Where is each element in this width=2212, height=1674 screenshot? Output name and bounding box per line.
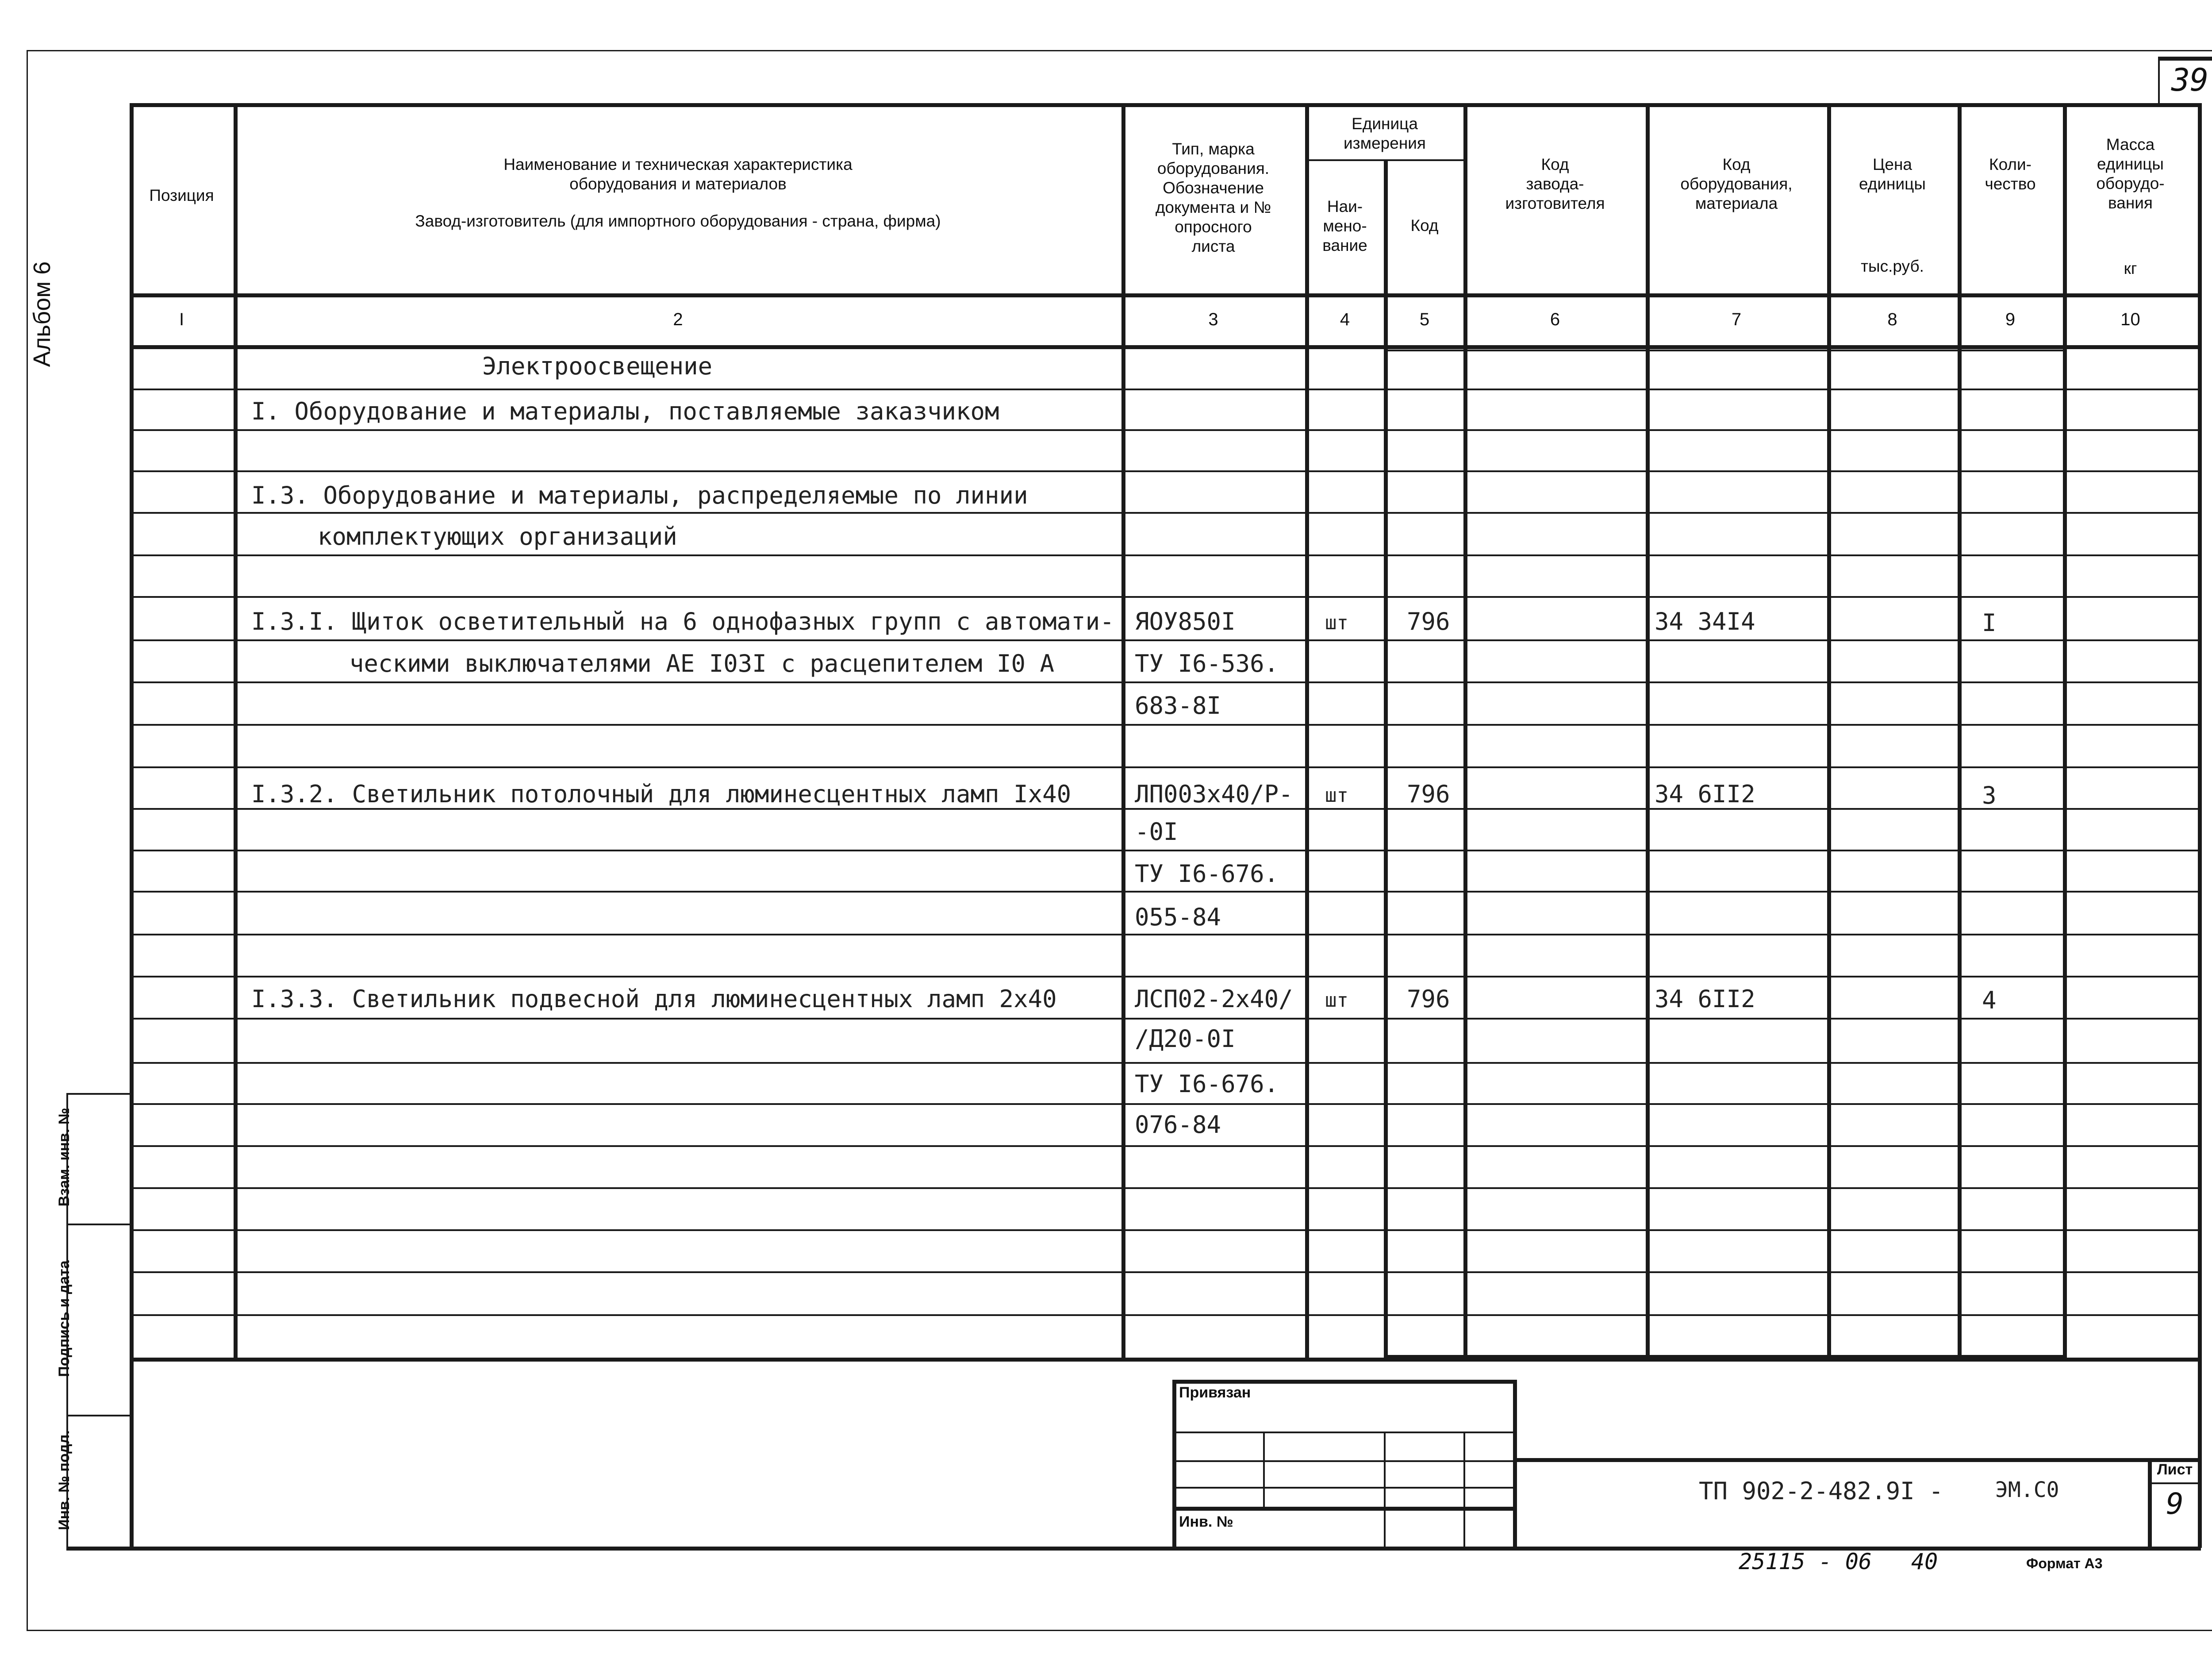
header-unit-name-line: вание <box>1322 236 1367 254</box>
item3-type-line2: /Д20-0I <box>1135 1025 1236 1053</box>
item1-code: 796 <box>1407 608 1450 635</box>
privyazan-label: Привязан <box>1179 1384 1251 1401</box>
header-plant-line: завода- <box>1526 175 1584 193</box>
header-type-line: опросного <box>1175 218 1252 236</box>
bottom-page: 40 <box>1911 1549 1938 1574</box>
col-number: 6 <box>1550 310 1560 329</box>
item1-type-line2: ТУ I6-536. <box>1135 650 1279 677</box>
subsection-1-3-line1: I.3. Оборудование и материалы, распределяемые по линии <box>251 481 1028 509</box>
header-unit-name <box>1307 197 1382 255</box>
item2-type-line4: 055-84 <box>1135 903 1221 931</box>
header-plant-line: изготовителя <box>1505 194 1605 212</box>
document-code-dash: - <box>1929 1477 1943 1505</box>
album-label: Альбом 6 <box>29 261 55 367</box>
header-equip-code <box>1648 155 1825 213</box>
header-type <box>1124 139 1303 256</box>
item2-type-line2: -0I <box>1135 818 1178 846</box>
header-qty-line: чество <box>1985 175 2036 193</box>
item1-equip-code: 34 34I4 <box>1655 608 1755 635</box>
item3-qty: 4 <box>1982 986 1997 1014</box>
section-title: Электроосвещение <box>482 352 713 380</box>
header-type-line: Тип, марка <box>1172 140 1255 158</box>
item2-type-line1: ЛП003х40/Р- <box>1135 780 1293 808</box>
col-number: 4 <box>1340 310 1350 329</box>
header-mass-line: вания <box>2108 194 2153 212</box>
document-suffix: ЭМ.С0 <box>1995 1478 2059 1502</box>
item3-type-line1: ЛСП02-2х40/ <box>1135 985 1293 1013</box>
header-equip-line: оборудования, <box>1680 175 1793 193</box>
header-qty-line: Коли- <box>1989 155 2032 173</box>
header-mass-line: Масса <box>2106 135 2155 154</box>
header-plant-line: Код <box>1541 155 1569 173</box>
item1-unit: шт <box>1325 612 1348 634</box>
item2-qty: 3 <box>1982 781 1997 809</box>
item1-type-line3: 683-8I <box>1135 692 1221 720</box>
header-unit-code: Код <box>1410 216 1439 235</box>
subsection-1-3-line2: комплектующих организаций <box>318 523 677 550</box>
header-price-line: единицы <box>1859 175 1926 193</box>
item3-type-line4: 076-84 <box>1135 1111 1221 1139</box>
header-price-line: Цена <box>1873 155 1912 173</box>
header-mass-unit: кг <box>2124 259 2137 277</box>
item2-type-line3: ТУ I6-676. <box>1135 860 1279 888</box>
col-number: 7 <box>1731 310 1742 329</box>
header-name <box>237 155 1119 231</box>
header-type-line: оборудования. <box>1157 159 1270 177</box>
col-number: I <box>179 310 184 329</box>
header-unit-name-line: Наи- <box>1327 197 1363 216</box>
header-unit-name-line: мено- <box>1323 217 1367 235</box>
col-number: 5 <box>1419 310 1430 329</box>
header-equip-line: Код <box>1722 155 1751 173</box>
sheet-label: Лист <box>2157 1461 2193 1478</box>
item2-name-line1: I.3.2. Светильник потолочный для люминесцентных ламп Iх40 <box>251 780 1071 808</box>
item2-code: 796 <box>1407 780 1450 808</box>
header-name-line1: Наименование и техническая характеристика <box>503 155 853 173</box>
header-mass-line: единицы <box>2097 155 2164 173</box>
side-podpis: Подпись и дата <box>56 1260 73 1377</box>
item3-unit: шт <box>1325 989 1348 1012</box>
item3-name-line1: I.3.3. Светильник подвесной для люминесцентных ламп 2х40 <box>251 985 1057 1013</box>
item1-name-line1: I.3.I. Щиток осветительный на 6 однофазных групп с автомати- <box>251 608 1114 635</box>
item1-name-line2: ческими выключателями АЕ I03I с расцепителем I0 А <box>349 650 1055 677</box>
col-number: 8 <box>1887 310 1897 329</box>
bottom-number: 25115 - 06 <box>1739 1549 1872 1574</box>
header-type-line: документа и № <box>1155 198 1271 216</box>
header-equip-line: материала <box>1695 194 1778 212</box>
item3-type-line3: ТУ I6-676. <box>1135 1070 1279 1098</box>
col-number: 2 <box>673 310 683 329</box>
header-mass-line: оборудо- <box>2096 174 2165 192</box>
side-inv: Инв. № подл. <box>56 1430 73 1530</box>
sheet-value: 9 <box>2166 1487 2184 1521</box>
header-name-line2: оборудования и материалов <box>569 175 787 193</box>
item2-unit: шт <box>1325 784 1348 807</box>
col-number: 10 <box>2120 310 2140 329</box>
header-price <box>1829 155 1955 194</box>
header-unit-group <box>1307 114 1462 153</box>
item1-type-line1: ЯОУ850I <box>1135 608 1236 635</box>
item3-equip-code: 34 6II2 <box>1655 985 1755 1013</box>
side-vzam: Взам. инв. № <box>56 1108 73 1207</box>
col-number: 9 <box>2005 310 2016 329</box>
subsection-1: I. Оборудование и материалы, поставляемые заказчиком <box>251 397 999 425</box>
header-name-line3: Завод-изготовитель (для импортного оборудования - страна, фирма) <box>415 212 941 230</box>
header-mass <box>2065 135 2196 213</box>
col-number: 3 <box>1208 310 1218 329</box>
header-qty <box>1960 155 2061 194</box>
format-label: Формат А3 <box>2026 1555 2103 1571</box>
header-price-unit: тыс.руб. <box>1861 257 1924 275</box>
header-position: Позиция <box>149 186 214 204</box>
header-type-line: листа <box>1191 237 1235 255</box>
header-type-line: Обозначение <box>1163 179 1264 197</box>
item1-qty: I <box>1982 609 1997 637</box>
sheet-number-top: 39 <box>2171 62 2209 98</box>
inv-no-label: Инв. № <box>1179 1513 1233 1530</box>
document-code: ТП 902-2-482.9I <box>1699 1477 1915 1505</box>
item3-code: 796 <box>1407 985 1450 1013</box>
header-plant-code <box>1467 155 1644 213</box>
item2-equip-code: 34 6II2 <box>1655 780 1755 808</box>
header-unit-line: измерения <box>1344 134 1426 152</box>
header-unit-line: Единица <box>1352 115 1418 133</box>
